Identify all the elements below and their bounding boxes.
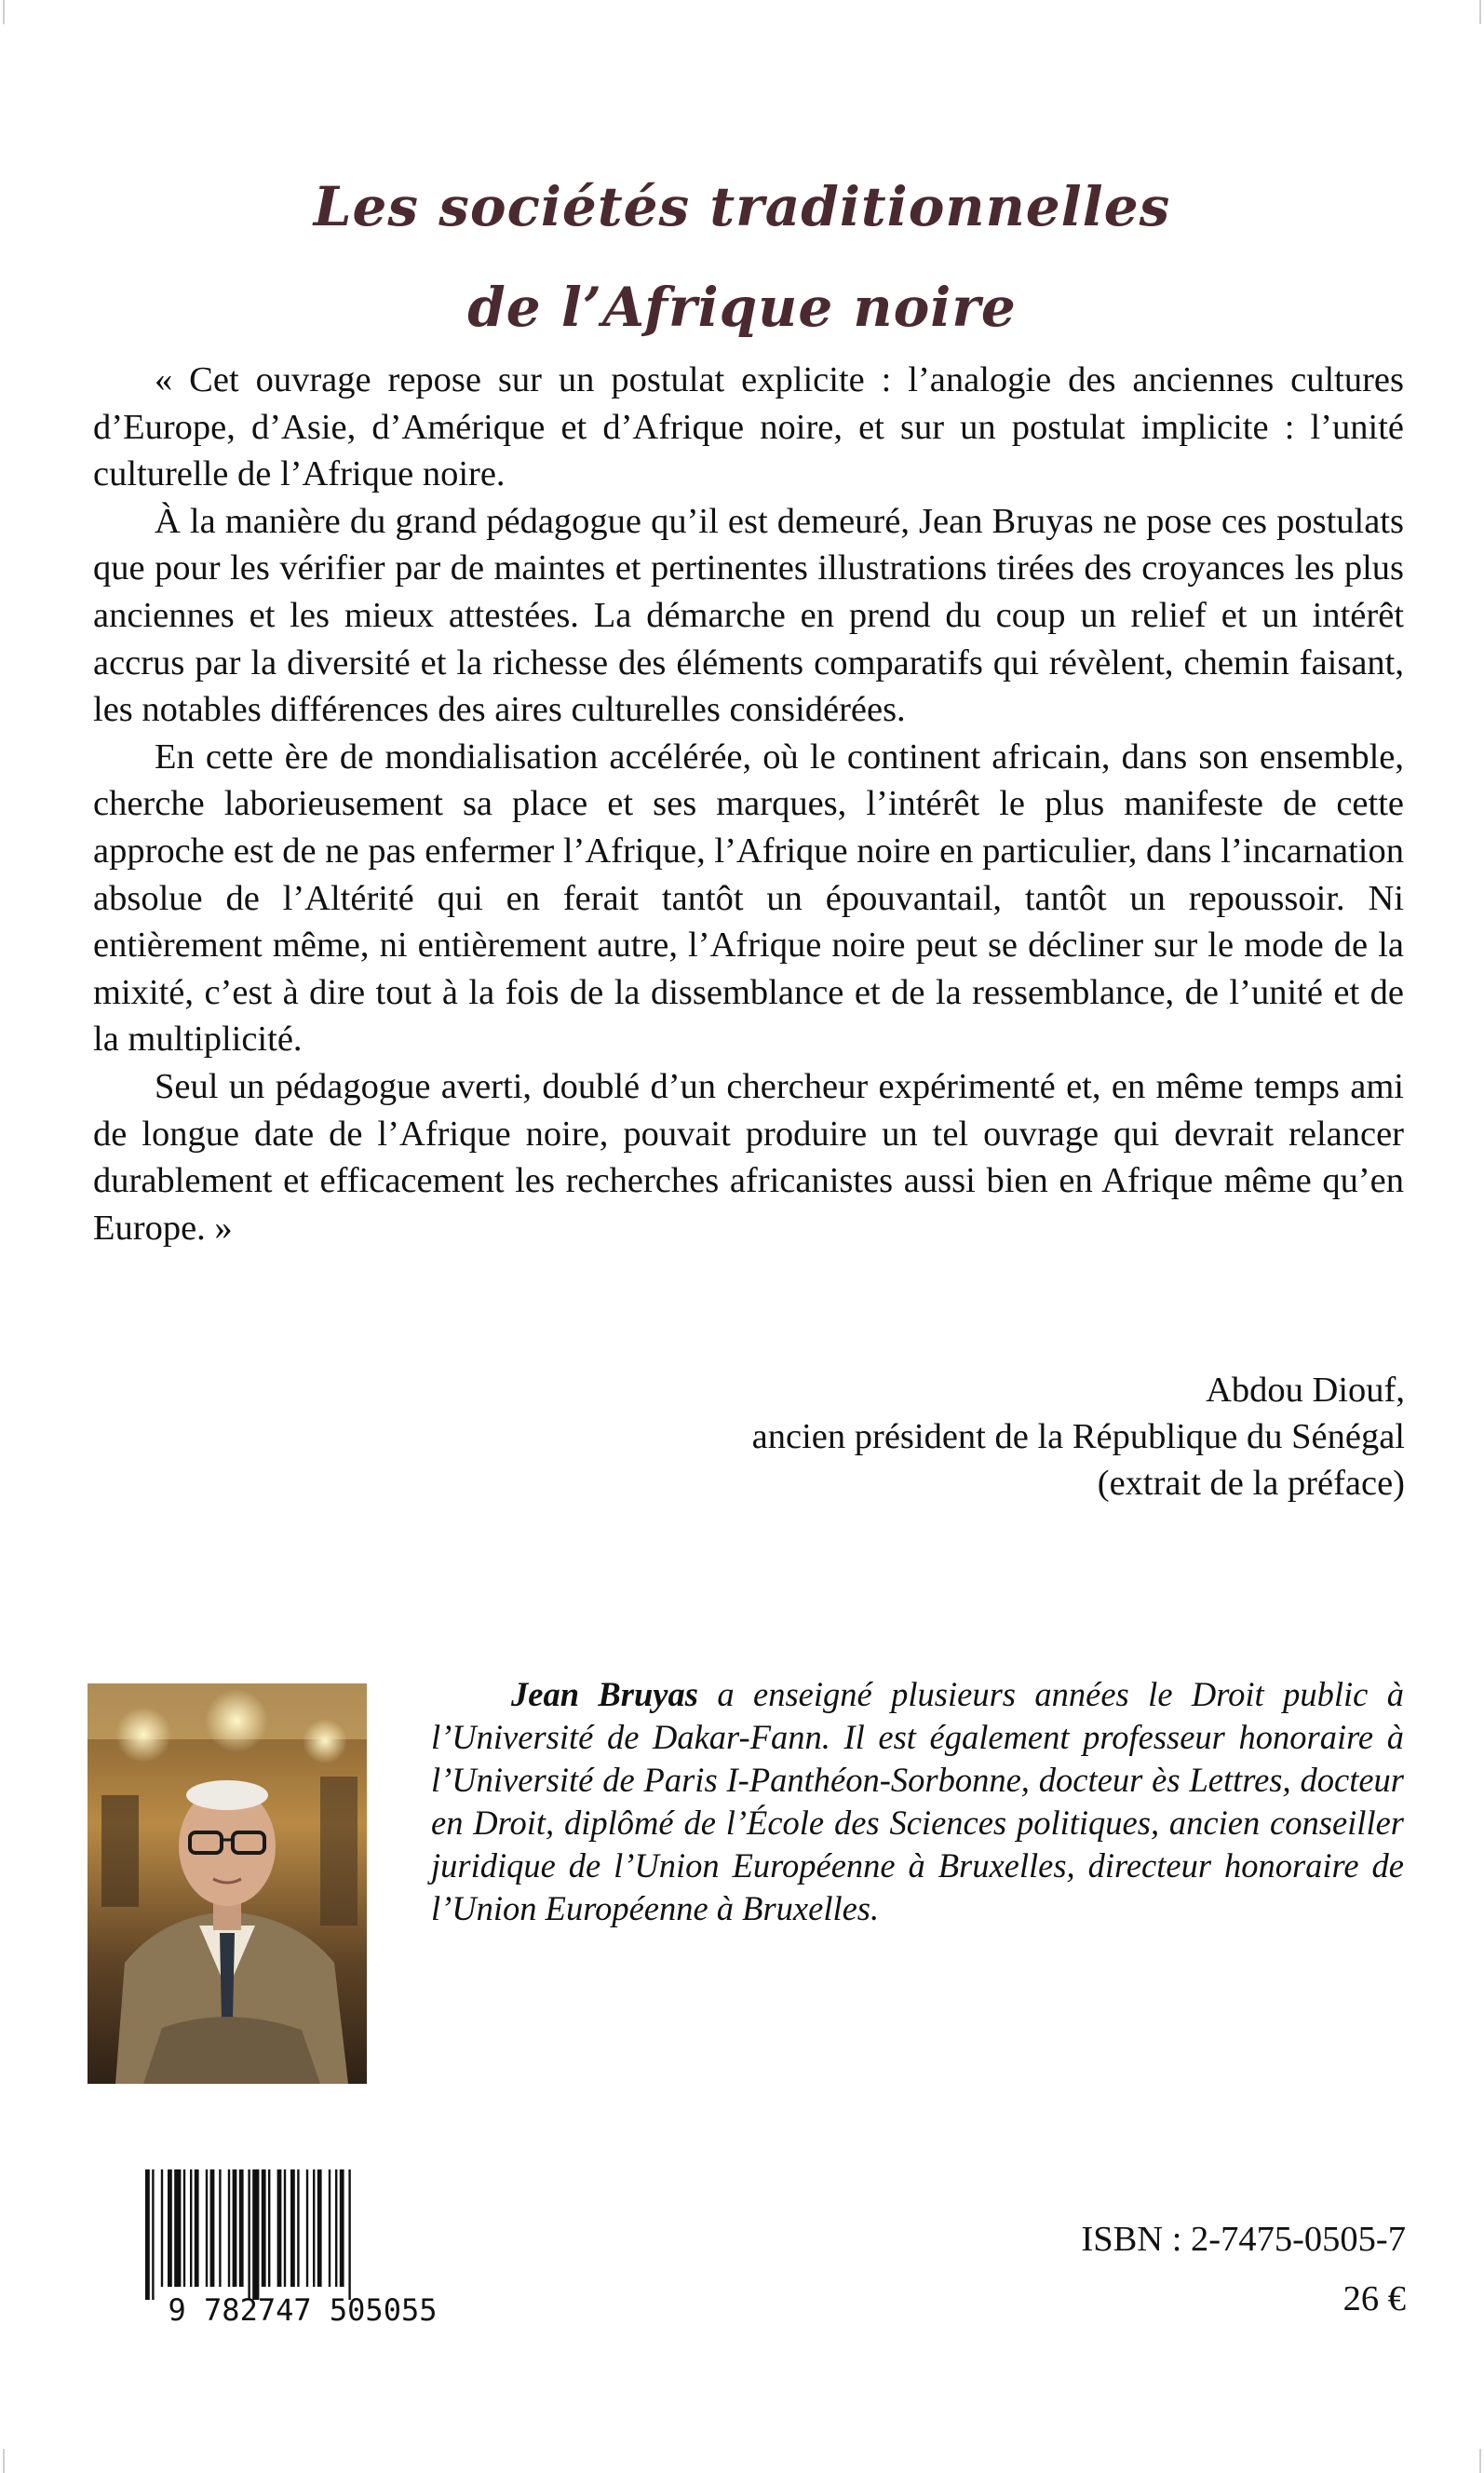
author-photo <box>88 1683 367 2084</box>
barcode-bar <box>262 2169 266 2287</box>
barcode-bar <box>219 2169 221 2287</box>
preface-excerpt <box>93 357 1404 1251</box>
barcode-bar <box>290 2169 295 2287</box>
signature-name: Abdou Diouf, <box>1206 1371 1405 1410</box>
barcode-bar <box>168 2169 172 2287</box>
barcode-bar <box>297 2169 299 2287</box>
author-name: Jean Bruyas <box>511 1675 698 1713</box>
barcode-digits: 9 782747 505055 <box>168 2292 438 2328</box>
barcode-bar <box>152 2169 154 2300</box>
crop-mark <box>3 2449 5 2473</box>
author-bio <box>431 1673 1404 1930</box>
barcode-bar <box>195 2169 199 2287</box>
barcode-bar <box>268 2169 270 2287</box>
book-title-line: Les sociétés traditionnelles <box>313 175 1171 238</box>
preface-paragraph: À la manière du grand pédagogue qu’il est demeuré, Jean Bruyas ne pose ces postulats que pour les vérifier par de maintes et pertinentes illustrations tirées des croyances les plus anciennes et les mieux attestées. La démarche en prend du coup un relief et un intérêt accrus par la diversité et la richesse des éléments comparatifs qui révèlent, chemin faisant, les notables différences des aires culturelles considérées. <box>93 501 1404 730</box>
barcode-bar <box>313 2169 315 2287</box>
barcode-bar <box>317 2169 322 2287</box>
barcode-bar <box>340 2169 344 2287</box>
signature-source: (extrait de la préface) <box>1097 1464 1405 1503</box>
barcode-bar <box>190 2169 192 2287</box>
preface-paragraph: « Cet ouvrage repose sur un postulat explicite : l’analogie des anciennes cultures d’Europe, d’Asie, d’Amérique et d’Afrique noire, et sur un postulat implicite : l’unité culturelle de l’Afrique noire. <box>93 360 1404 494</box>
barcode-bar <box>277 2169 282 2287</box>
barcode-bar <box>228 2169 230 2287</box>
barcode-bar <box>252 2169 259 2300</box>
signature-role: ancien président de la République du Sénégal <box>751 1417 1405 1456</box>
book-title <box>0 156 1484 358</box>
barcode-bar <box>174 2169 181 2287</box>
crop-mark <box>1479 2449 1481 2473</box>
barcode-bar <box>329 2169 331 2287</box>
barcode-bar <box>210 2169 215 2287</box>
barcode-bar <box>239 2169 244 2287</box>
barcode-bar <box>206 2169 208 2287</box>
barcode-bar <box>145 2169 150 2300</box>
price: 26 € <box>1342 2279 1406 2318</box>
crop-mark <box>1479 0 1481 24</box>
isbn: ISBN : 2-7475-0505-7 <box>1081 2220 1406 2259</box>
preface-paragraph: En cette ère de mondialisation accélérée, où le continent africain, dans son ensemble, cherche laborieusement sa place et ses marques, l’intérêt le plus manifeste de cette approche est de ne pas enfermer l’Afrique, l’Afrique noire en particulier, dans l’incarnation absolue de l’Altérité qui en ferait tantôt un épouvantail, tantôt un repoussoir. Ni entièrement même, ni entièrement autre, l’Afrique noire peut se décliner sur le mode de la mixité, c’est à dire tout à la fois de la dissemblance et de la ressemblance, de l’unité et de la multiplicité. <box>93 736 1404 1060</box>
barcode-bar <box>233 2169 237 2287</box>
barcode-bar <box>183 2169 185 2287</box>
crop-mark <box>3 0 5 24</box>
barcode <box>112 2169 493 2328</box>
author-bio-paragraph <box>431 1673 1404 1930</box>
barcode-bar <box>248 2169 250 2300</box>
barcode-bar <box>306 2169 308 2287</box>
book-title-line: de l’Afrique noire <box>467 276 1017 339</box>
author-bio-text: a enseigné plusieurs années le Droit public à l’Université de Dakar-Fann. Il est également professeur honoraire à l’Université de Paris I-Panthéon-Sorbonne, docteur ès Lettres, docteur en Droit, diplômé de l’École des Sciences politiques, ancien conseiller juridique de l’Union Européenne à Bruxelles, directeur honoraire de l’Union Européenne à Bruxelles. <box>431 1675 1404 1927</box>
barcode-bar <box>335 2169 337 2287</box>
barcode-bar <box>348 2169 350 2300</box>
barcode-bar <box>284 2169 286 2287</box>
preface-paragraph: Seul un pédagogue averti, doublé d’un chercheur expérimenté et, en même temps ami de longue date de l’Afrique noire, pouvait produire un tel ouvrage qui devrait relancer durablement et efficacement les recherches africanistes aussi bien en Afrique même qu’en Europe. » <box>93 1066 1404 1248</box>
signature-block <box>752 1367 1405 1507</box>
barcode-bar <box>161 2169 163 2287</box>
